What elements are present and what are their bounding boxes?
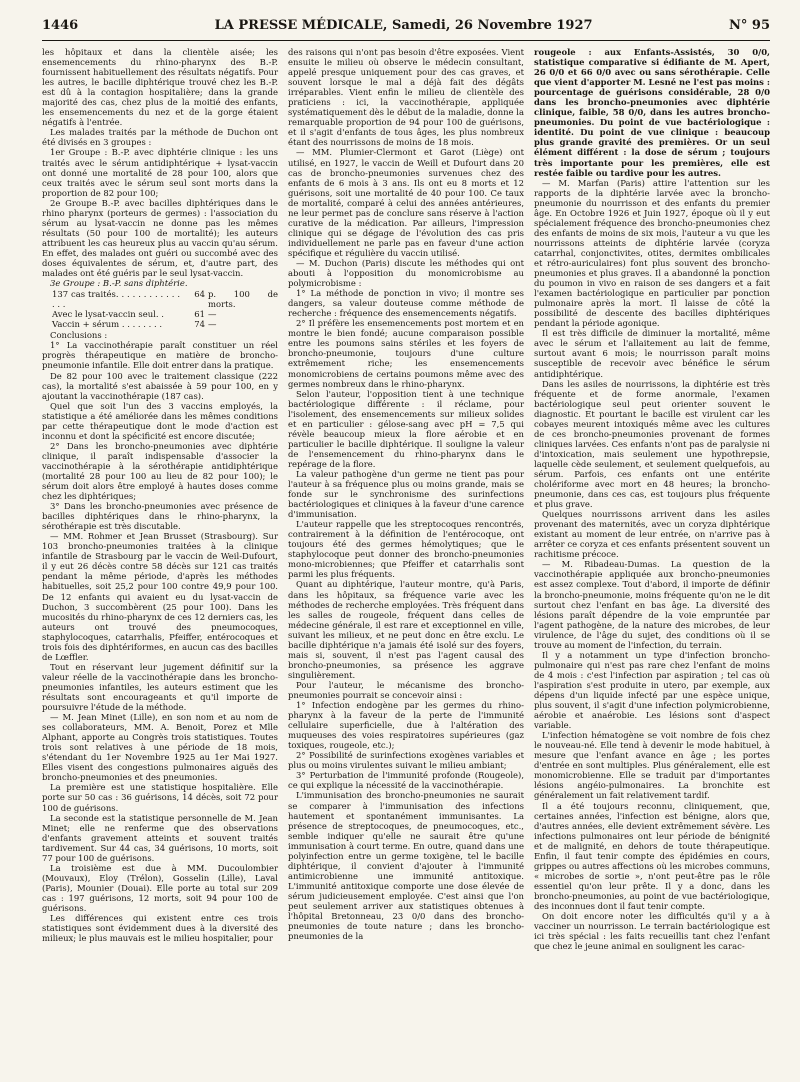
- paragraph: Selon l'auteur, l'opposition tient à une technique bactériologique différente : il réclame, pour l'isolement, des ensemencements sur milieux solides et en particulier : gélose-sang avec pH = 7,5 qui révèle beaucoup mieux la flore aérobie et en particulier le bacille diphtérique. Il souligne la valeur de l'ensemencement du rhino-pharynx dans le repérage de la flore.: [288, 388, 524, 469]
- paragraph: Il a été toujours reconnu, cliniquement, que, certaines années, l'infection est bénigne, alors que, d'autres années, elle devient extrêmement sévère. Les infections pulmonaires ont leur période de bénignité et de malignité, en dehors de toute thérapeutique. Enfin, il faut tenir compte des épidémies en cours, grippes ou autres affections où les microbes communs, « microbes de sortie », n'ont peut-être pas le rôle essentiel qu'on leur prête. Il y a donc, dans les broncho-pneumonies, au point de vue bactériologique, des inconnues dont il faut tenir compte.: [534, 800, 770, 911]
- stats-label: Vaccin + sérum . . . . . . . .: [52, 319, 163, 330]
- mortality-table: [42, 289, 278, 329]
- paragraph: Quelques nourrissons arrivent dans les asiles provenant des maternités, avec un coryza diphtérique existant au moment de leur entrée, on n'arrive pas à arrêter ce coryza et ces enfants présentent souvent un rachitisme précoce.: [534, 509, 770, 560]
- paragraph: rougeole : aux Enfants-Assistés, 30 0/0, statistique comparative si édifiante de M. Apert, 26 0/0 et 66 0/0 avec ou sans sérothérapie. Celle que vient d'apporter M. Lesné ne l'est pas moins : pourcentage de guérisons considérable, 28 0/0 dans les broncho-pneumonies avec diphtérie clinique, faible, 58 0/0, dans les autres broncho-pneumonies. Du point de vue bactériologique : identité. Du point de vue clinique : beaucoup plus grande gravité des premières. Or un seul élément différent : la dose de sérum ; toujours très importante pour les premières, elle est restée faible ou tardive pour les autres.: [534, 47, 770, 178]
- paragraph: L'auteur rappelle que les streptocoques rencontrés, contrairement à la définition de l'entérocoque, ont toujours été des germes hémolytiques; que le staphylocoque peut donner des broncho-pneumonies mono-microbiennes; que Pfeiffer et catarrhalis sont parmi les plus fréquents.: [288, 519, 524, 580]
- stats-unit: —: [208, 309, 217, 320]
- paragraph: Il est très difficile de diminuer la mortalité, même avec le sérum et l'allaitement au lait de femme, surtout avant 6 mois; le nourrisson paraît moins susceptible de recevoir avec bénéfice le sérum antidiphtérique.: [534, 328, 770, 379]
- journal-title: LA PRESSE MÉDICALE, Samedi, 26 Novembre 1927: [214, 18, 593, 33]
- paragraph: La troisième est due à MM. Ducoulombier (Mouvaux), Eloy (Trélon), Gosselin (Lille), Laval (Paris), Mounier (Douai). Elle porte au total sur 209 cas : 197 guérisons, 12 morts, soit 94 pour 100 de guérisons.: [42, 862, 278, 913]
- paragraph: De 82 pour 100 avec le traitement classique (222 cas), la mortalité s'est abaissée à 59 pour 100, en y ajoutant la vaccinothérapie (187 cas).: [42, 370, 278, 401]
- paragraph: 2° Possibilité de surinfections exogènes variables et plus ou moins virulentes suivant le milieu ambiant;: [288, 750, 524, 771]
- paragraph: 2e Groupe B.-P. avec bacilles diphtériques dans le rhino pharynx (porteurs de germes) : l'association du sérum au lysat-vaccin ne donne pas les mêmes résultats (50 pour 100 de mortalité); les auteurs attribuent les cas heureux plus au vaccin qu'au sérum. En effet, des malades ont guéri ou succombé avec des doses équivalentes de sérum, et, d'autre part, des malades ont été guéris par le seul lysat-vaccin.: [42, 197, 278, 279]
- stats-unit: —: [208, 319, 217, 330]
- issue-number: N° 95: [728, 18, 770, 33]
- paragraph: — M. Duchon (Paris) discute les méthodes qui ont abouti à l'opposition du monomicrobisme au polymicrobisme :: [288, 257, 524, 289]
- article-columns: [42, 47, 770, 1071]
- paragraph: 1° La méthode de ponction in vivo; il montre ses dangers, sa valeur douteuse comme méthode de recherche : fréquence des ensemencements négatifs.: [288, 288, 524, 319]
- paragraph: 1° Infection endogène par les germes du rhino-pharynx à la faveur de la perte de l'immunité cellulaire superficielle, due à l'altération des muqueuses des voies respiratoires supérieures (gaz toxiques, rougeole, etc.);: [288, 700, 524, 751]
- paragraph: Les malades traités par la méthode de Duchon ont été divisés en 3 groupes :: [42, 127, 278, 148]
- paragraph: L'immunisation des broncho-pneumonies ne saurait se comparer à l'immunisation des infections hautement et spontanément immunisantes. La présence de streptocoques, de pneumocoques, etc., semble indiquer qu'elle ne saurait être qu'une immunisation à court terme. En outre, quand dans une polyinfection entre un germe toxigène, tel le bacille diphtérique, il convient d'ajouter à l'immunité antimicrobienne une immunité antitoxique. L'immunité antitoxique comporte une dose élevée de sérum judicieusement employée. C'est ainsi que l'on peut seulement arriver aux statistiques obtenues à l'hôpital Bretonneau, 23 0/0 dans des broncho-pneumonies de toute nature ; dans les broncho-pneumonies de la: [288, 790, 524, 942]
- stats-unit: p. 100 de morts.: [208, 289, 278, 310]
- paragraph: La première est une statistique hospitalière. Elle porte sur 50 cas : 36 guérisons, 14 décès, soit 72 pour 100 de guérisons.: [42, 782, 278, 813]
- running-header: [42, 18, 770, 40]
- stats-value: 74: [194, 319, 205, 330]
- page-number: 1446: [42, 18, 79, 33]
- paragraph: L'infection hématogène se voit nombre de fois chez le nouveau-né. Elle tend à devenir le mode habituel, à mesure que l'enfant avance en âge ; les portes d'entrée en sont multiples. Plus généralement, elle est monomicrobienne. Elle se traduit par d'importantes lésions angéio-pulmonaires. La bronchite est généralement un fait relativement tardif.: [534, 730, 770, 801]
- paragraph: Il y a notamment un type d'infection broncho-pulmonaire qui n'est pas rare chez l'enfant de moins de 4 mois : c'est l'infection par aspiration ; tel cas où l'aspiration s'est produite in utero, par exemple, aux dépens d'un liquide infecté par une espèce unique, plus souvent, il s'agit d'une infection polymicrobienne, aérobie et anaérobie. Les lésions sont d'aspect variable.: [534, 649, 770, 731]
- paragraph: — M. Jean Minet (Lille), en son nom et au nom de ses collaborateurs, MM. A. Benoit, Porez et Mlle Alphant, apporte au Congrès trois statistiques. Toutes trois sont relatives à une période de 18 mois, s'étendant du 1er Novembre 1925 au 1er Mai 1927. Elles visent des congestions pulmonaires aiguës des broncho-pneumonies et des pneumonies.: [42, 712, 278, 783]
- column-2: [288, 47, 524, 1071]
- paragraph: Les différences qui existent entre ces trois statistiques sont évidemment dues à la diversité des milieux; le plus mauvais est le milieu hospitalier, pour: [42, 913, 278, 944]
- paragraph: On doit encore noter les difficultés qu'il y a à vacciner un nourrisson. Le terrain bactériologique est ici très spécial : les faits recueillis tant chez l'enfant que chez le jeune animal en soulignent les carac-: [534, 911, 770, 952]
- paragraph: — MM. Plumier-Clermont et Garot (Liège) ont utilisé, en 1927, le vaccin de Weill et Dufourt dans 20 cas de broncho-pneumonies survenues chez des enfants de 6 mois à 3 ans. Ils ont eu 8 morts et 12 guérisons, soit une mortalité de 40 pour 100. Ce taux de mortalité, comparé à celui des années antérieures, ne leur permet pas de conclure sans réserve à l'action curative de la médication. Par ailleurs, l'impression clinique qui se dégage de l'évolution des cas pris individuellement ne parle pas en faveur d'une action spécifique et régulière du vaccin utilisé.: [288, 147, 524, 258]
- paragraph: des raisons qui n'ont pas besoin d'être exposées. Vient ensuite le milieu où observe le médecin consultant, appelé presque uniquement pour des cas graves, et souvent lorsque le mal a déjà fait des dégâts irréparables. Vient enfin le milieu de clientèle des praticiens : ici, la vaccinothérapie, appliquée systématiquement dès le début de la maladie, donne la remarquable proportion de 94 pour 100 de guérisons, et il s'agit d'enfants de tous âges, les plus nombreux étant des nourrissons de moins de 18 mois.: [288, 47, 524, 148]
- paragraph: 2° Dans les broncho-pneumonies avec diphtérie clinique, il paraît indispensable d'associer la vaccinothérapie à la sérothérapie antidiphtérique (mortalité 28 pour 100 au lieu de 82 pour 100); le sérum doit alors être employé à hautes doses comme chez les diphtériques;: [42, 440, 278, 502]
- paragraph: Quant au diphtérique, l'auteur montre, qu'à Paris, dans les hôpitaux, sa fréquence varie avec les méthodes de recherche employées. Très fréquent dans les salles de rougeole, fréquent dans celles de médecine générale, il est rare et exceptionnel en ville, suivant les milieux, et ne peut donc en être exclu. Le bacille diphtérique n'a jamais été isolé sur des foyers, mais si, souvent, il n'est pas l'agent causal des broncho-pneumonies, sa présence les aggrave singulièrement.: [288, 579, 524, 680]
- stats-value: 64: [194, 289, 205, 300]
- paragraph: — MM. Rohmer et Jean Brusset (Strasbourg). Sur 103 broncho-pneumonies traitées à la clinique infantile de Strasbourg par le vaccin de Weil-Dufourt, il y eut 26 décès contre 58 décès sur 121 cas traités pendant la même période, d'après les méthodes habituelles, soit 25,2 pour 100 contre 49,9 pour 100. De 12 enfants qui avaient eu du lysat-vaccin de Duchon, 3 succombèrent (25 pour 100). Dans les mucosités du rhino-pharynx de ces 12 derniers cas, les auteurs ont trouvé des pneumocoques, staphylocoques, catarrhalis, Pfeiffer, entérocoques et trois fois des diphtériformes, en aucun cas des bacilles de Lœffler.: [42, 531, 278, 662]
- paragraph: 3° Perturbation de l'immunité profonde (Rougeole), ce qui explique la nécessité de la vaccinothérapie.: [288, 770, 524, 791]
- stats-label: Avec le lysat-vaccin seul. .: [52, 309, 164, 320]
- paragraph: Quel que soit l'un des 3 vaccins employés, la statistique a été améliorée dans les mêmes conditions par cette thérapeutique dont le mode d'action est inconnu et dont la spécificité est encore discutée;: [42, 400, 278, 441]
- paragraph: Conclusions :: [50, 330, 108, 341]
- stats-value: 61: [194, 309, 205, 320]
- paragraph: Dans les asiles de nourrissons, la diphtérie est très fréquente et de forme anormale, l'examen bactériologique seul peut orienter souvent le diagnostic. Et pourtant le bacille est virulent car les cobayes meurent intoxiqués même avec les cultures de ces broncho-pneumonies provenant de formes cliniques larvées. Ces enfants n'ont pas de paralysie ni d'intoxication, mais seulement une hypothrepsie, laquelle cède seulement, et seulement quelquefois, au sérum. Parfois, ces enfants ont une entérite cholériforme avec mort en 48 heures; la broncho-pneumonie, dans ces cas, est toujours plus fréquente et plus grave.: [534, 378, 770, 510]
- paragraph: Pour l'auteur, le mécanisme des broncho-pneumonies pourrait se concevoir ainsi :: [288, 679, 524, 700]
- column-1: [42, 47, 278, 1071]
- paragraph: Tout en réservant leur jugement définitif sur la valeur réelle de la vaccinothérapie dans les broncho-pneumonies infantiles, les auteurs estiment que les résultats sont encourageants et qu'il importe de poursuivre l'étude de la méthode.: [42, 661, 278, 713]
- paragraph: 3° Dans les broncho-pneumonies avec présence de bacilles diphtériques dans le rhino-pharynx, la sérothérapie est très discutable.: [42, 501, 278, 532]
- paragraph: 1er Groupe : B.-P. avec diphtérie clinique : les uns traités avec le sérum antidiphtérique + lysat-vaccin ont donné une mortalité de 28 pour 100, alors que ceux traités avec le sérum seul sont morts dans la proportion de 82 pour 100;: [42, 147, 278, 198]
- paragraph: La seconde est la statistique personnelle de M. Jean Minet; elle ne renferme que des observations d'enfants gravement atteints et souvent traités tardivement. Sur 44 cas, 34 guérisons, 10 morts, soit 77 pour 100 de guérisons.: [42, 812, 278, 863]
- paragraph: La valeur pathogène d'un germe ne tient pas pour l'auteur à sa fréquence plus ou moins grande, mais se fonde sur le synchronisme des surinfections bactériologiques et cliniques à la faveur d'une carence d'immunisation.: [288, 468, 524, 520]
- stats-label: 137 cas traités. . . . . . . . . . . . . . .: [52, 289, 180, 310]
- paragraph: 2° Il préfère les ensemencements post mortem et en montre le bien fondé; aucune comparaison possible entre les poumons sains stériles et les foyers de broncho-pneumonie, toujours d'une culture extrêmement riche; les ensemencements monomicrobiens de certains poumons même avec des germes nombreux dans le rhino-pharynx.: [288, 318, 524, 389]
- paragraph: 3e Groupe : B.-P. sans diphtérie.: [50, 278, 188, 289]
- column-3: [534, 47, 770, 1071]
- paragraph: — M. Ribadeau-Dumas. La question de la vaccinothérapie appliquée aux broncho-pneumonies est assez complexe. Tout d'abord, il importe de définir la broncho-pneumonie, moins fréquente qu'on ne le dit surtout chez l'enfant en bas âge. La diversité des lésions paraît dépendre de la voie empruntée par l'agent pathogène, de la nature des microbes, de leur virulence, de l'âge du sujet, des conditions où il se trouve au moment de l'infection, du terrain.: [534, 559, 770, 650]
- paragraph: les hôpitaux et dans la clientèle aisée; les ensemencements du rhino-pharynx des B.-P. fournissent habituellement des résultats négatifs. Pour les autres, le bacille diphtérique trouvé chez les B.-P. est dû à la contagion hospitalière; dans la grande majorité des cas, chez plus de la moitié des enfants, les ensemencements du nez et de la gorge étaient négatifs à l'entrée.: [42, 47, 278, 128]
- paragraph: — M. Marfan (Paris) attire l'attention sur les rapports de la diphtérie larvée avec la broncho-pneumonie du nourrisson et des enfants du premier âge. En Octobre 1926 et Juin 1927, époque où il y eut spécialement fréquence des broncho-pneumonies chez des enfants de moins de six mois, l'auteur a vu que les nourrissons atteints de diphtérie larvée (coryza catarrhal, conjonctivites, otites, dermites ombilicales et rétro-auriculaires) font plus souvent des broncho-pneumonies et plus graves. Il a abandonné la ponction du poumon in vivo en raison de ses dangers et a fait l'examen bactériologique en particulier par ponction pulmonaire après la mort. Il laisse de côté la possibilité de descente des bacilles diphtériques pendant la période agonique.: [534, 177, 770, 329]
- paragraph: 1° La vaccinothérapie paraît constituer un réel progrès thérapeutique en matière de broncho-pneumonie infantile. Elle doit entrer dans la pratique.: [42, 340, 278, 371]
- header-rule: [42, 40, 770, 41]
